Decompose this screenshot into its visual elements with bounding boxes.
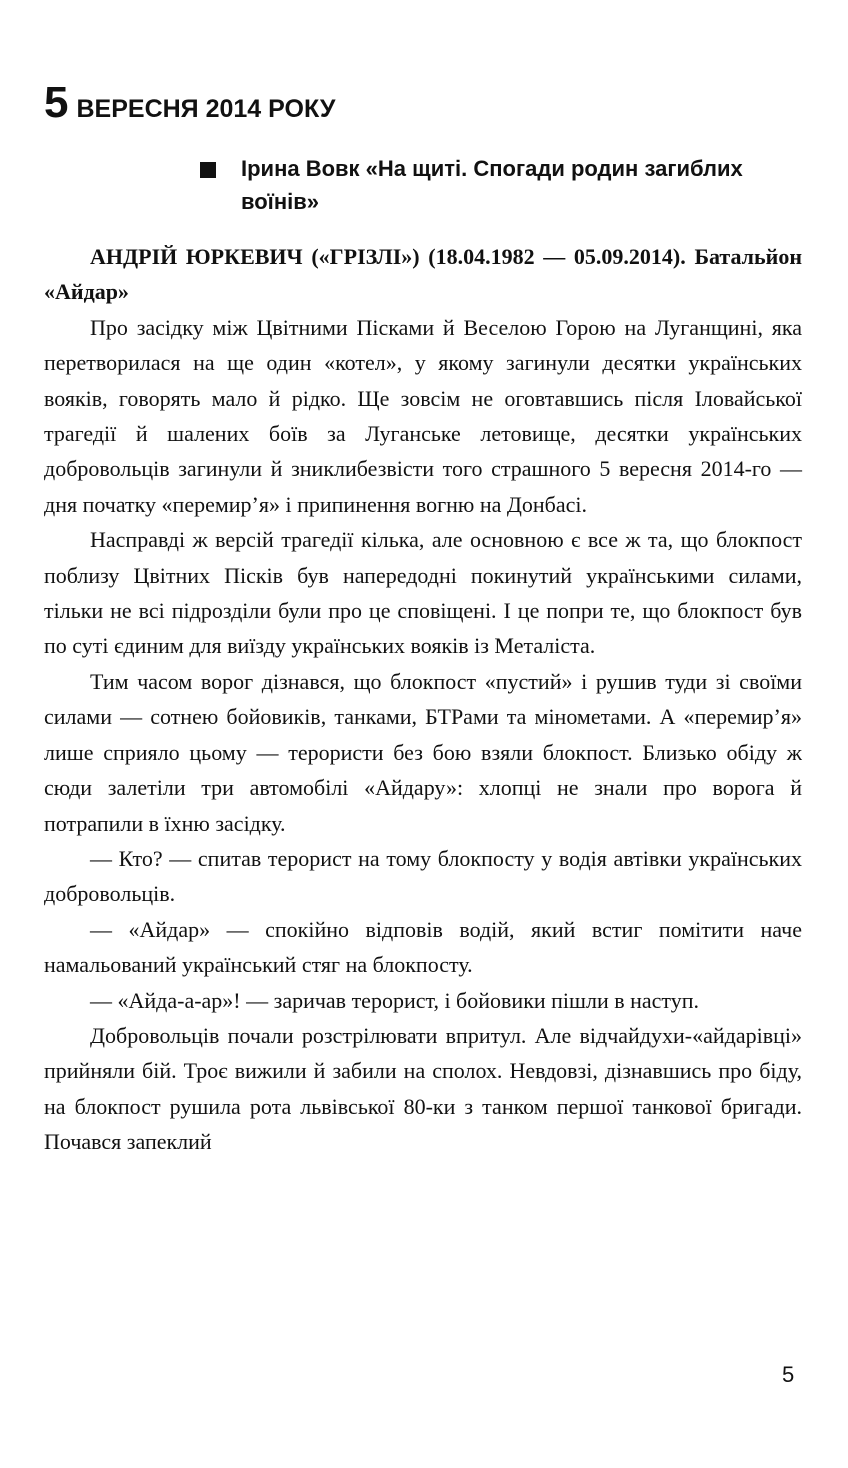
chapter-date-title: ВЕРЕСНЯ 2014 РОКУ xyxy=(76,95,336,123)
page-number: 5 xyxy=(782,1362,795,1387)
paragraph: Тим часом ворог дізнався, що блокпост «пустий» і рушив туди зі своїми силами — сотнею бойовиків, танками, БТРами та мінометами. А «перемир’я» лише сприяло цьому — терористи без бою взяли блокпост. Близько обіду ж сюди залетіли три автомобілі «Айдару»: хлопці не знали про ворога й потрапили в їхню засідку. xyxy=(44,668,802,836)
person-heading xyxy=(44,239,802,310)
paragraph: Про засідку між Цвітними Пісками й Веселою Горою на Луганщині, яка перетворилася на ще один «котел», у якому загинули десятки українських вояків, говорять мало й рідко. Ще зовсім не оговтавшись після Іловайської трагедії й шалених боїв за Луганське летовище, десятки українських добровольців загинули й зниклибезвісти того страшного 5 вересня 2014-го — дня початку «перемир’я» і припинення вогню на Донбасі. xyxy=(44,314,802,517)
paragraph: Добровольців почали розстрілювати впритул. Але відчайдухи-«айдарівці» прийняли бій. Троє вижили й забили на сполох. Невдовзі, дізнавшись про біду, на блокпост рушила рота львівської 80-ки з танком першої танкової бригади. Почався запеклий xyxy=(44,1022,802,1155)
source-reference: Ірина Вовк «На щиті. Спогади родин загиблих воїнів» xyxy=(241,156,743,214)
chapter-number: 5 xyxy=(44,78,69,127)
dialogue-line: — «Айда-а-ар»! — заричав терорист, і бойовики пішли в наступ. xyxy=(90,987,700,1013)
person-unit: Батальйон «Айдар» xyxy=(44,244,803,305)
dialogue-line: — «Айдар» — спокійно відповів водій, який встиг помітити наче намальований український стяг на блокпосту. xyxy=(44,916,802,978)
dialogue-line: — Кто? — спитав терорист на тому блокпосту у водія автівки українських добровольців. xyxy=(44,845,802,907)
paragraph: Насправді ж версій трагедії кілька, але основною є все ж та, що блокпост поблизу Цвітних Пісків був напередодні покинутий українськими силами, тільки не всі підрозділи були про це сповіщені. І це попри те, що блокпост був по суті єдиним для виїзду українських вояків із Металіста. xyxy=(44,527,802,659)
person-name-dates: АНДРІЙ ЮРКЕВИЧ («ГРІЗЛІ») (18.04.1982 — 05.09.2014). xyxy=(90,244,686,269)
article-body xyxy=(44,239,802,1160)
chapter-title xyxy=(44,78,335,128)
square-bullet-icon xyxy=(200,162,216,178)
